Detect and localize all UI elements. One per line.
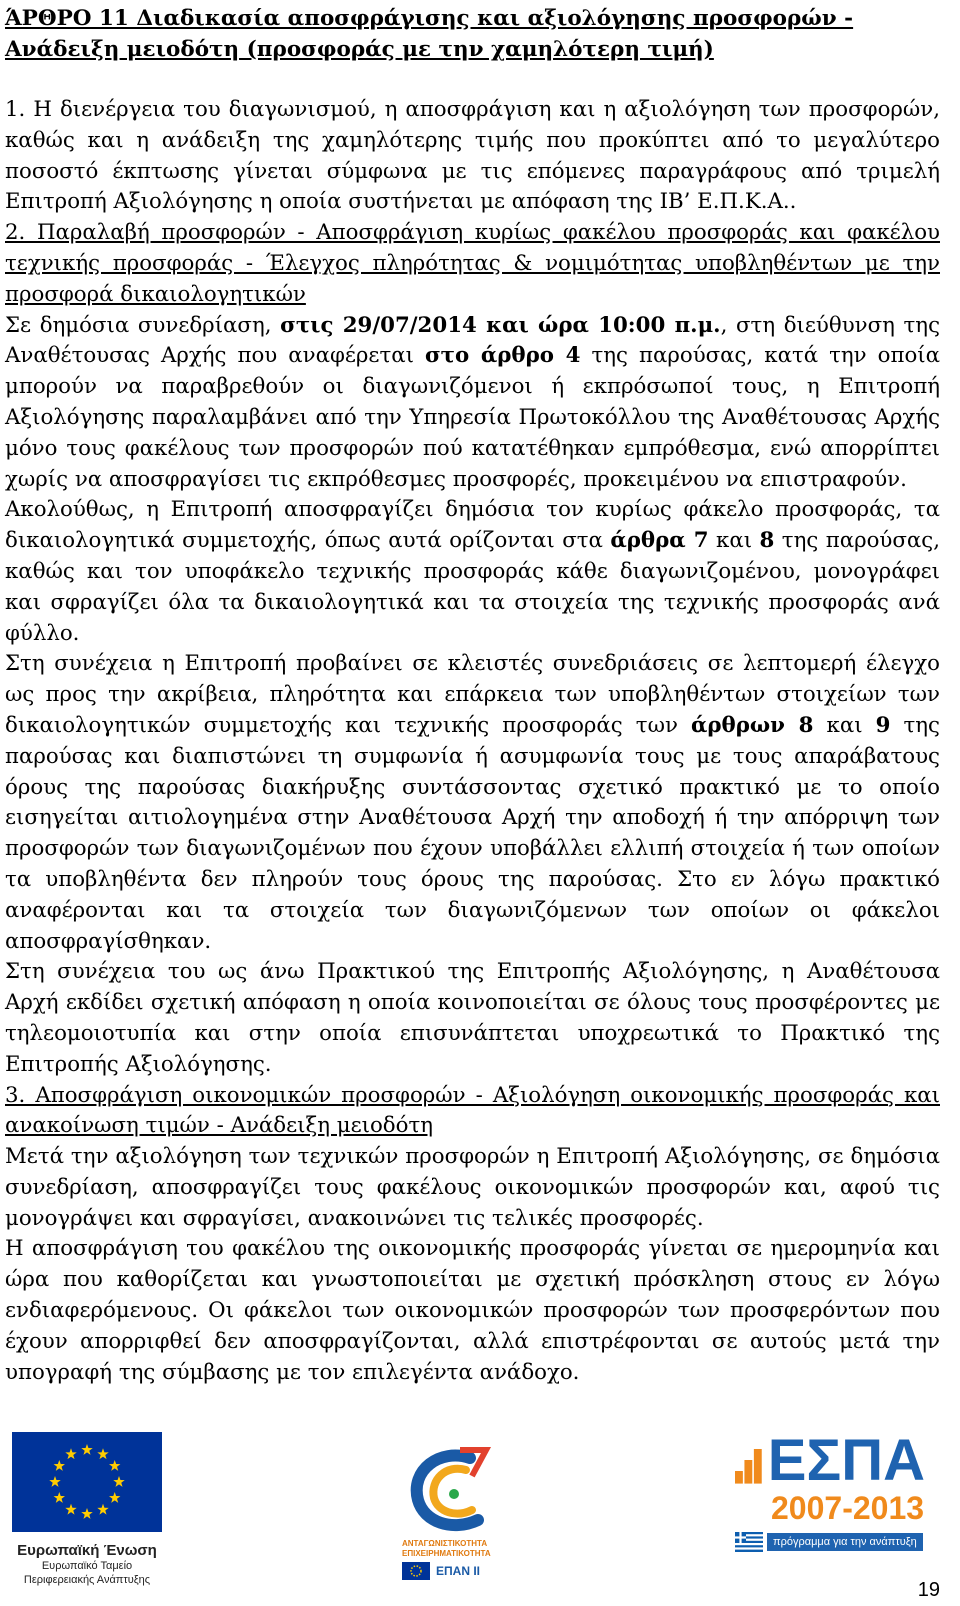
epan-swirl-icon — [400, 1440, 500, 1535]
eu-logo-subtitle-1: Ευρωπαϊκό Ταμείο — [41, 1560, 133, 1572]
article-reference: άρθρα 7 — [610, 528, 709, 554]
text-run: της παρούσας και διαπιστώνει τη συμφωνία ή ασυμφωνία τους με τους απαράβατους όρους της παρούσας διακήρυξης συντάσσοντας σχετικό πρακτικό με το οποίο εισηγείται αιτιολογημένα στην Αναθέτουσα Αρχή την αποδοχή ή την απόρριψη των προσφορών των διαγωνιζομένων που έχουν υποβάλλει ελλιπή στοιχεία ή των οποίων τα υποβληθέντα δεν πληρούν τους όρους της παρούσας. Στο εν λόγω πρακτικό αναφέρονται και τα στοιχεία των διαγωνιζόμενων των οποίων οι φάκελοι αποσφραγίσθηκαν. — [5, 712, 940, 954]
paragraph-2c — [5, 649, 940, 957]
page-number: 19 — [917, 1579, 940, 1601]
document-body — [5, 0, 940, 1388]
paragraph-2d: Στη συνέχεια του ως άνω Πρακτικού της Επιτροπής Αξιολόγησης, η Αναθέτουσα Αρχή εκδίδει σχετική απόφαση η οποία κοινοποιείται σε όλους τους προσφέροντες με τηλεομοιοτυπία και στην οποία επισυνάπτεται υποχρεωτικά το Πρακτικό της Επιτροπής Αξιολόγησης. — [5, 959, 940, 1077]
paragraph-2a — [5, 311, 940, 496]
section-3-title: 3. Αποσφράγιση οικονομικών προσφορών - Αξιολόγηση οικονομικής προσφοράς και ανακοίνωση τιμών - Ανάδειξη μειοδότη — [5, 1082, 940, 1139]
text-run: και — [708, 528, 760, 554]
epan-line-2: ΕΠΙΧΕΙΡΗΜΑΤΙΚΟΤΗΤΑ — [402, 1549, 491, 1558]
text-run: Στη συνέχεια η Επιτροπή προβαίνει σε κλειστές συνεδριάσεις σε λεπτομερή έλεγχο ως προς την ακρίβεια, πληρότητα και επάρκεια των υποβληθέντων στοιχείων των δικαιολογητικών συμμετοχής και τεχνικής προσφοράς των — [5, 651, 940, 738]
eu-logo-subtitle-2: Περιφερειακής Ανάπτυξης — [23, 1574, 151, 1586]
epan-label: ΕΠΑΝ ΙΙ — [436, 1564, 481, 1578]
text-run: της παρούσας, καθώς και τον υποφάκελο τεχνικής προσφοράς κάθε διαγωνιζομένου, μονογράφει και σφραγίζει όλα τα δικαιολογητικά και τα στοιχεία της τεχνικής προσφοράς ανά φύλλο. — [5, 528, 940, 646]
text-run: Ακολούθως, η Επιτροπή αποσφραγίζει δημόσια τον κυρίως φάκελο προσφοράς, τα δικαιολογητικά συμμετοχής, όπως αυτά ορίζονται στα — [5, 497, 940, 554]
paragraph-3a: Μετά την αξιολόγηση των τεχνικών προσφορών η Επιτροπή Αξιολόγησης, σε δημόσια συνεδρίαση, αποσφραγίζει τους φακέλους οικονομικών προσφορών και, αφού τις μονογράψει και σφραγίσει, ανακοινώνει τις τελικές προσφορές. — [5, 1144, 940, 1231]
eu-flag-icon — [12, 1432, 162, 1532]
eu-logo — [12, 1432, 162, 1592]
article-reference: στο άρθρο 4 — [424, 343, 581, 369]
espa-years: 2007-2013 — [771, 1490, 925, 1526]
espa-logo — [735, 1430, 925, 1590]
epan-line-1: ΑΝΤΑΓΩΝΙΣΤΙΚΟΤΗΤΑ — [402, 1539, 488, 1548]
espa-tagline: πρόγραμμα για την ανάπτυξη — [767, 1533, 923, 1551]
paragraph-1: 1. Η διενέργεια του διαγωνισμού, η αποσφράγιση και η αξιολόγηση των προσφορών, καθώς και η ανάδειξη της χαμηλότερης τιμής που προκύπτει από το μεγαλύτερο ποσοστό έκπτωσης γίνεται σύμφωνα με τις επόμενες παραγράφους από τριμελή Επιτροπή Αξιολόγησης η οποία συστήνεται με απόφαση της ΙΒ’ Ε.Π.Κ.Α.. — [5, 97, 940, 215]
text-run: της παρούσας, κατά την οποία μπορούν να παραβρεθούν οι διαγωνιζόμενοι ή εκπρόσωποί τους, η Επιτροπή Αξιολόγησης παραλαμβάνει από την Υπηρεσία Πρωτοκόλλου της Αναθέτουσας Αρχής μόνο τους φακέλους των προσφορών πού κατατέθηκαν εμπρόθεσμα, ενώ απορρίπτει χωρίς να αποσφραγίσει τις εκπρόθεσμες προσφορές, προκειμένου να επιστραφούν. — [5, 343, 940, 492]
espa-title: ΕΣΠΑ — [767, 1428, 925, 1493]
greek-flag-icon — [735, 1532, 763, 1552]
article-reference: άρθρων 8 — [690, 712, 814, 738]
text-run: , στη διεύθυνση της Αναθέτουσας Αρχής που αναφέρεται — [5, 312, 940, 369]
espa-stairs-icon — [735, 1430, 762, 1490]
text-run: και — [813, 712, 876, 738]
section-2-title: 2. Παραλαβή προσφορών - Αποσφράγιση κυρίως φακέλου προσφοράς και φακέλου τεχνικής προσφοράς - Έλεγχος πληρότητας & νομιμότητας υποβληθέντων με την προσφορά δικαιολογητικών — [5, 220, 940, 307]
footer-logos — [0, 1420, 960, 1606]
article-reference: 8 — [759, 528, 775, 554]
text-run: Σε δημόσια συνεδρίαση, — [5, 312, 281, 338]
article-heading: ΆΡΘΡΟ 11 Διαδικασία αποσφράγισης και αξιολόγησης προσφορών - Ανάδειξη μειοδότη (προσφοράς με την χαμηλότερη τιμή) — [5, 6, 854, 62]
eu-logo-title: Ευρωπαϊκή Ένωση — [17, 1542, 157, 1559]
session-datetime: στις 29/07/2014 και ώρα 10:00 π.μ. — [280, 312, 721, 338]
paragraph-2b — [5, 495, 940, 649]
article-reference: 9 — [875, 712, 891, 738]
eu-flag-small-icon — [402, 1562, 430, 1580]
paragraph-3b: Η αποσφράγιση του φακέλου της οικονομικής προσφοράς γίνεται σε ημερομηνία και ώρα που καθορίζεται και γνωστοποιείται με σχετική πρόσκληση στους εν λόγω ενδιαφερόμενους. Οι φάκελοι των οικονομικών προσφορών των προσφερόντων που έχουν απορριφθεί δεν αποσφραγίζονται, αλλά επιστρέφονται σε αυτούς μετά την υπογραφή της σύμβασης με τον επιλεγέντα ανάδοχο. — [5, 1236, 940, 1385]
epan-logo — [400, 1440, 510, 1590]
